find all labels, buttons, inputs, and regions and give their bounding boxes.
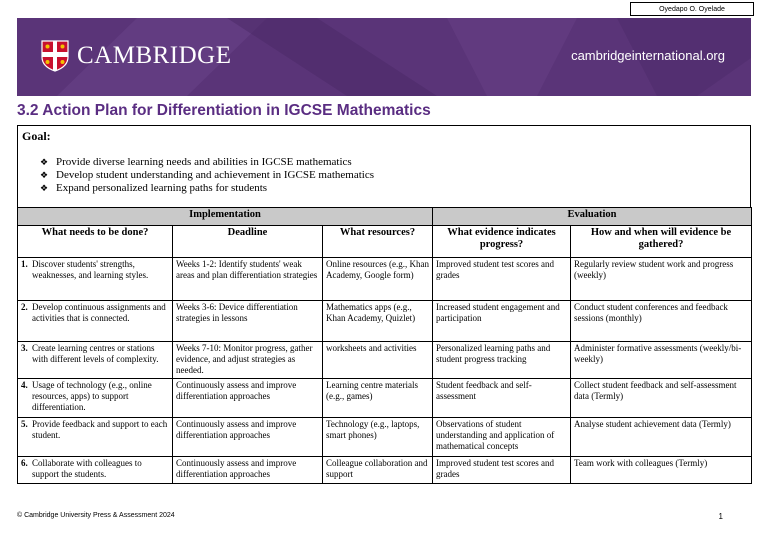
- column-header: What evidence indicates progress?: [433, 226, 571, 258]
- table-row: [18, 379, 752, 418]
- goal-item: ❖ Provide diverse learning needs and abilities in IGCSE mathematics: [40, 156, 352, 168]
- deadline-cell: Continuously assess and improve differentiation approaches: [173, 457, 323, 484]
- evidence-cell: Improved student test scores and grades: [433, 457, 571, 484]
- deadline-cell: Continuously assess and improve differentiation approaches: [173, 418, 323, 457]
- resources-cell: Online resources (e.g., Khan Academy, Google form): [323, 258, 433, 301]
- table-row: [18, 342, 752, 379]
- diamond-bullet-icon: ❖: [40, 170, 49, 180]
- diamond-bullet-icon: ❖: [40, 157, 49, 167]
- goal-heading: Goal:: [22, 129, 51, 143]
- task-cell: 4. Usage of technology (e.g., online resources, apps) to support differentiation.: [18, 379, 173, 418]
- resources-cell: Learning centre materials (e.g., games): [323, 379, 433, 418]
- cambridge-banner: [17, 18, 751, 96]
- resources-cell: Colleague collaboration and support: [323, 457, 433, 484]
- table-row: [18, 418, 752, 457]
- evidence-cell: Student feedback and self-assessment: [433, 379, 571, 418]
- gathered-cell: Regularly review student work and progress (weekly): [571, 258, 752, 301]
- gathered-cell: Team work with colleagues (Termly): [571, 457, 752, 484]
- column-header: What needs to be done?: [18, 226, 173, 258]
- deadline-cell: Weeks 1-2: Identify students' weak areas and plan differentiation strategies: [173, 258, 323, 301]
- resources-cell: Mathematics apps (e.g., Khan Academy, Quizlet): [323, 301, 433, 342]
- task-cell: 2. Develop continuous assignments and activities that is connected.: [18, 301, 173, 342]
- evidence-cell: Increased student engagement and participation: [433, 301, 571, 342]
- column-header: Deadline: [173, 226, 323, 258]
- page-number: 1: [718, 512, 723, 521]
- evidence-cell: Personalized learning paths and student progress tracking: [433, 342, 571, 379]
- goal-section: [17, 125, 751, 207]
- table-row: [18, 301, 752, 342]
- evaluation-header: Evaluation: [433, 208, 752, 226]
- evidence-cell: Observations of student understanding and application of mathematical concepts: [433, 418, 571, 457]
- author-name-box: Oyedapo O. Oyelade: [630, 2, 754, 16]
- resources-cell: Technology (e.g., laptops, smart phones): [323, 418, 433, 457]
- goal-list: [40, 156, 374, 195]
- copyright-footer: © Cambridge University Press & Assessment 2024: [17, 512, 175, 519]
- diamond-bullet-icon: ❖: [40, 183, 49, 193]
- website-link[interactable]: cambridgeinternational.org: [571, 48, 725, 63]
- cambridge-logo[interactable]: [41, 40, 232, 72]
- column-header-row: [18, 226, 752, 258]
- implementation-header: Implementation: [18, 208, 433, 226]
- deadline-cell: Weeks 3-6: Device differentiation strategies in lessons: [173, 301, 323, 342]
- gathered-cell: Administer formative assessments (weekly/bi-weekly): [571, 342, 752, 379]
- deadline-cell: Weeks 7-10: Monitor progress, gather evidence, and adjust strategies as needed.: [173, 342, 323, 379]
- table-row: [18, 258, 752, 301]
- task-cell: 6. Collaborate with colleagues to support the students.: [18, 457, 173, 484]
- deadline-cell: Continuously assess and improve differentiation approaches: [173, 379, 323, 418]
- table-row: [18, 457, 752, 484]
- column-header: What resources?: [323, 226, 433, 258]
- resources-cell: worksheets and activities: [323, 342, 433, 379]
- page-title: 3.2 Action Plan for Differentiation in IGCSE Mathematics: [17, 102, 431, 119]
- task-cell: 5. Provide feedback and support to each student.: [18, 418, 173, 457]
- gathered-cell: Collect student feedback and self-assessment data (Termly): [571, 379, 752, 418]
- gathered-cell: Conduct student conferences and feedback sessions (monthly): [571, 301, 752, 342]
- evidence-cell: Improved student test scores and grades: [433, 258, 571, 301]
- gathered-cell: Analyse student achievement data (Termly): [571, 418, 752, 457]
- brand-wordmark: CAMBRIDGE: [77, 42, 232, 69]
- goal-item: ❖ Develop student understanding and achievement in IGCSE mathematics: [40, 169, 375, 181]
- section-header-row: [18, 208, 752, 226]
- task-cell: 3. Create learning centres or stations with different levels of complexity.: [18, 342, 173, 379]
- column-header: How and when will evidence be gathered?: [571, 226, 752, 258]
- shield-icon: [41, 40, 69, 72]
- goal-item: ❖ Expand personalized learning paths for students: [40, 182, 268, 194]
- action-plan-table: [17, 207, 752, 484]
- task-cell: 1. Discover students' strengths, weaknesses, and learning styles.: [18, 258, 173, 301]
